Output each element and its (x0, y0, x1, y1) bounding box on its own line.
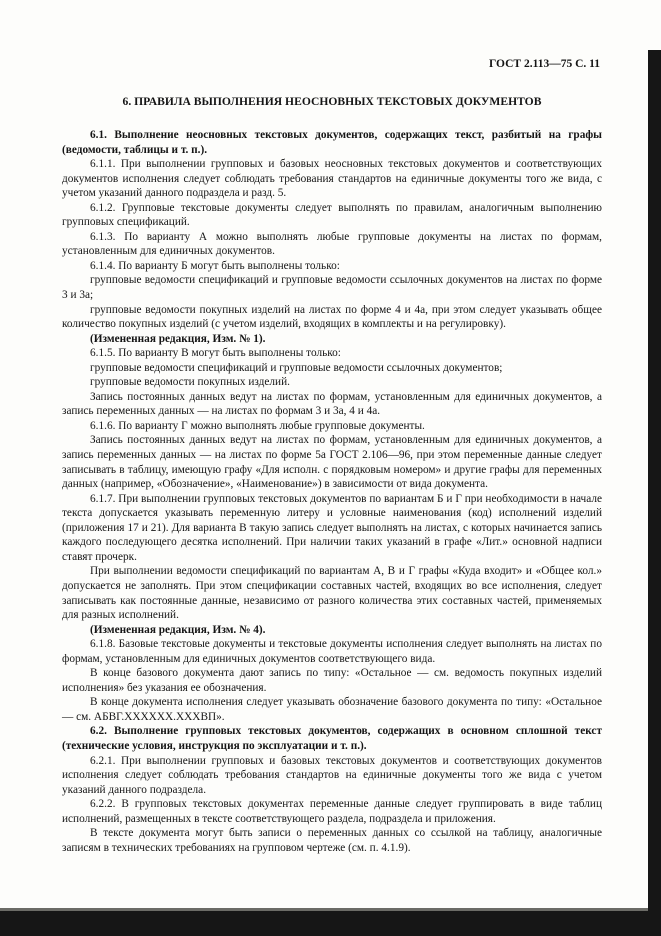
paragraph: В конце базового документа дают запись по типу: «Остальное — см. ведомость покупных изделий исполнения» без указания ее обозначения. (62, 667, 602, 694)
paragraph: 6.1.7. При выполнении групповых текстовых документов по вариантам Б и Г при необходимости в начале текста допускается указывать переменную литеру и условные наименования (код) исполнений изделий (приложения 17 и 21). Для варианта В такую запись следует выполнять на листах, с которых начинается запись каждого последующего десятка исполнений. При наличии таких указаний в графе «Лит.» основной надписи ставят прочерк. (62, 492, 602, 563)
page-content (62, 58, 602, 855)
paragraph: групповые ведомости спецификаций и групповые ведомости ссылочных документов; (90, 361, 503, 374)
paragraph: 6.1.5. По варианту В могут быть выполнены только: (90, 347, 341, 360)
paragraph: (Измененная редакция, Изм. № 1). (90, 332, 266, 345)
paragraph: 6.1.4. По варианту Б могут быть выполнены только: (90, 259, 340, 272)
doc-reference: ГОСТ 2.113—75 С. 11 (488, 58, 600, 70)
section-title: 6. ПРАВИЛА ВЫПОЛНЕНИЯ НЕОСНОВНЫХ ТЕКСТОВЫХ ДОКУМЕНТОВ (122, 95, 542, 108)
paragraph: групповые ведомости спецификаций и групповые ведомости ссылочных документов на листах по форме 3 и 3а; (62, 274, 602, 302)
paragraph: Запись постоянных данных ведут на листах по формам, установленным для единичных документов, а запись переменных данных — на листах по форме 5а ГОСТ 2.106—96, при этом переменные данные следует записывать в таблицу, имеющую графу «Для исполн. с порядковым номером» и другие графы для переменных данных (например, «Обозначение», «Наименование») в зависимости от вида документа. (62, 434, 602, 491)
paragraph: Запись постоянных данных ведут на листах по формам, установленным для единичных документов, а запись переменных данных — на листах по формам 3 и 3а, 4 и 4а. (62, 390, 602, 418)
paragraph: групповые ведомости покупных изделий на листах по форме 4 и 4а, при этом следует указывать общее количество покупных изделий (с учетом изделий, входящих в комплекты и на регулировку). (62, 303, 602, 331)
doc-header (62, 58, 602, 71)
paragraph: При выполнении ведомости спецификаций по вариантам А, В и Г графы «Куда входит» и «Общее кол.» допускается не заполнять. При этом спецификации составных частей, входящих во все исполнения, следует записывать как постоянные данные, независимо от разного количества этих составных частей, применяемых для разных исполнений. (62, 565, 602, 622)
document-body (62, 128, 602, 855)
paragraph: 6.1.8. Базовые текстовые документы и текстовые документы исполнения следует выполнять на листах по формам, установленным для единичных документов соответствующего вида. (62, 638, 602, 665)
paragraph: 6.2.1. При выполнении групповых и базовых текстовых документов и соответствующих документов исполнения следует соблюдать требования стандартов на единичные документы того же вида с учетом указаний данного подраздела. (62, 754, 602, 796)
paragraph: 6.1.3. По варианту А можно выполнять любые групповые документы на листах по формам, установленным для единичных документов. (62, 230, 602, 258)
paragraph: В конце документа исполнения следует указывать обозначение базового документа по типу: «Остальное — см. АБВГ.XXXXXX.XXXВП». (62, 696, 602, 723)
paragraph: 6.1.6. По варианту Г можно выполнять любые групповые документы. (90, 419, 425, 432)
paragraph: групповые ведомости покупных изделий. (90, 376, 290, 389)
paragraph: В тексте документа могут быть записи о переменных данных со ссылкой на таблицу, аналогичные записям в технических требованиях на групповом чертеже (см. п. 4.1.9). (62, 827, 602, 854)
paragraph: 6.2. Выполнение групповых текстовых документов, содержащих в основном сплошной текст (технические условия, инструкция по эксплуатации и т. п.). (62, 725, 602, 752)
paragraph: 6.1.2. Групповые текстовые документы следует выполнять по правилам, аналогичным выполнению групповых спецификаций. (62, 201, 602, 229)
paragraph: 6.2.2. В групповых текстовых документах переменные данные следует группировать в виде таблиц исполнений, размещенных в тексте соответствующего раздела, подраздела и приложения. (62, 798, 602, 825)
paragraph: 6.1.1. При выполнении групповых и базовых неосновных текстовых документов и соответствующих документов исполнения следует соблюдать требования стандартов на единичные документы того же вида, с учетом указаний данного подраздела и разд. 5. (62, 158, 602, 200)
paragraph: (Измененная редакция, Изм. № 4). (90, 623, 266, 636)
scan-edge-bottom (0, 911, 661, 936)
paragraph: 6.1. Выполнение неосновных текстовых документов, содержащих текст, разбитый на графы (ведомости, таблицы и т. п.). (62, 129, 602, 156)
scan-edge-right (648, 50, 661, 936)
